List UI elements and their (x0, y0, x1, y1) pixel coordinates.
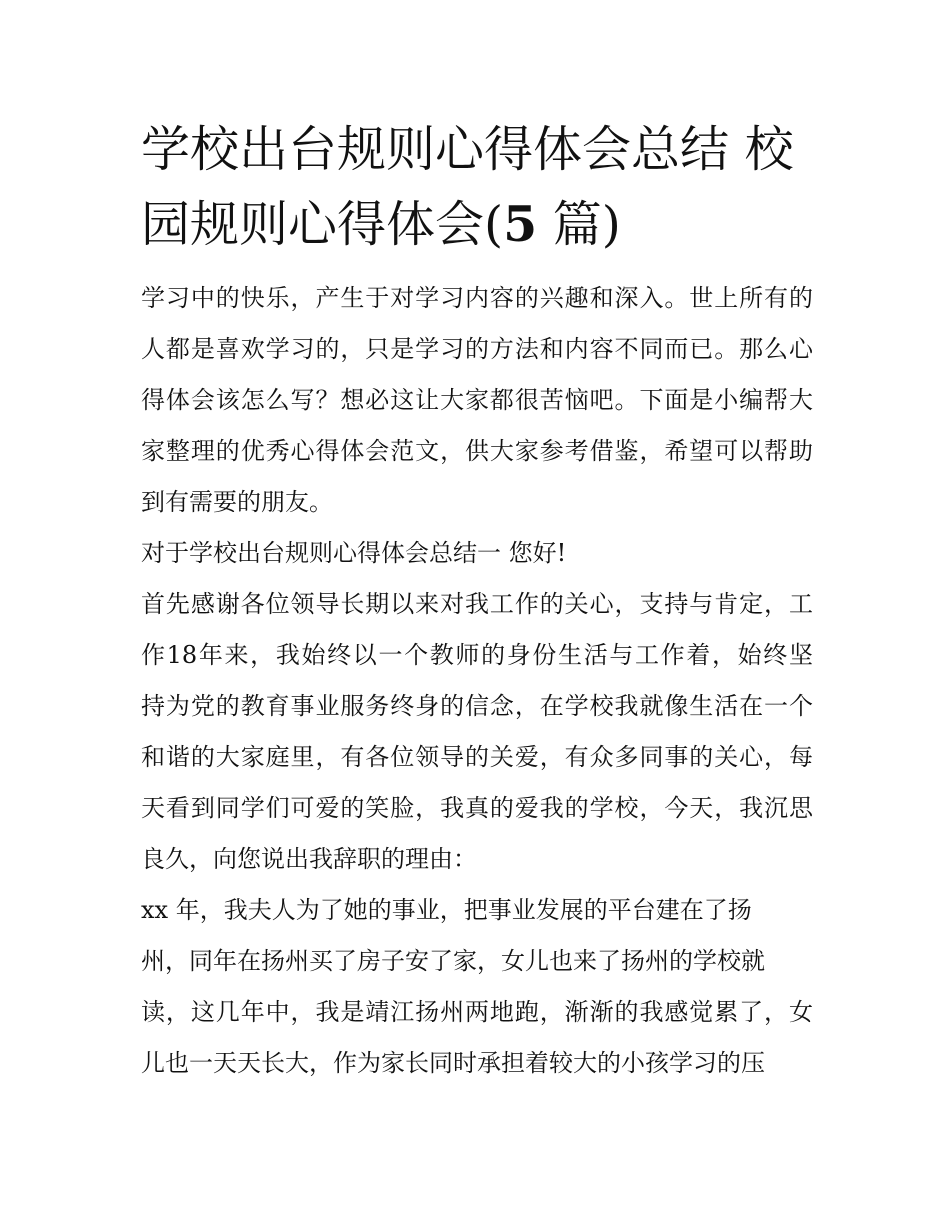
paragraph-line: 儿也一天天长大，作为家长同时承担着较大的小孩学习的压 (141, 1049, 765, 1077)
paragraph-line: 读 ， 这 几 年 中 ， 我 是 靖 江 扬 州 两 地 跑 ， 渐 渐 的 我 感 觉 累 了 ， 女 (141, 998, 813, 1026)
paragraph-line: 首 先 感 谢 各 位 领 导 长 期 以 来 对 我 工 作 的 关 心 ， 支 持 与 肯 定 ， 工 (141, 590, 813, 618)
paragraph-line: 持 为 党 的 教 育 事 业 服 务 终 身 的 信 念 ， 在 学 校 我 就 像 生 活 在 一 个 (141, 692, 813, 720)
document-body (141, 273, 813, 1089)
paragraph-line: 人 都 是 喜 欢 学 习 的 ， 只 是 学 习 的 方 法 和 内 容 不 同 而 已 。 那 么 心 (141, 335, 813, 363)
paragraph-line: 良久，向您说出我辞职的理由： (141, 845, 477, 873)
paragraph-line: 作 18 年 来 ， 我 始 终 以 一 个 教 师 的 身 份 生 活 与 工 作 着 ， 始 终 坚 (141, 641, 813, 669)
paragraph-line: 对于学校出台规则心得体会总结一 您好! (141, 539, 567, 567)
paragraph-line: 学 习 中 的 快 乐 ， 产 生 于 对 学 习 内 容 的 兴 趣 和 深 入 。 世 上 所 有 的 (141, 284, 813, 312)
paragraph-line: 和 谐 的 大 家 庭 里 ， 有 各 位 领 导 的 关 爱 ， 有 众 多 同 事 的 关 心 ， 每 (141, 743, 813, 771)
paragraph-line: 州，同年在扬州买了房子安了家，女儿也来了扬州的学校就 (141, 947, 765, 975)
paragraph-line: xx 年，我夫人为了她的事业，把事业发展的平台建在了扬 (141, 896, 752, 924)
title-text: 学校出台规则心得体会总结 校园规则心得体会( (141, 121, 794, 253)
document-page (141, 112, 813, 1089)
paragraph-line: 家 整 理 的 优 秀 心 得 体 会 范 文 ， 供 大 家 参 考 借 鉴 ， 希 望 可 以 帮 助 (141, 437, 813, 465)
document-title (141, 112, 813, 262)
title-number: 5 (503, 195, 538, 253)
paragraph-line: 天 看 到 同 学 们 可 爱 的 笑 脸 ， 我 真 的 爱 我 的 学 校 ， 今 天 ， 我 沉 思 (141, 794, 813, 822)
paragraph-line: 到有需要的朋友。 (141, 488, 333, 516)
paragraph-line: 得 体 会 该 怎 么 写 ？ 想 必 这 让 大 家 都 很 苦 恼 吧 。 下 面 是 小 编 帮 大 (141, 386, 813, 414)
title-suffix: 篇) (537, 196, 621, 253)
